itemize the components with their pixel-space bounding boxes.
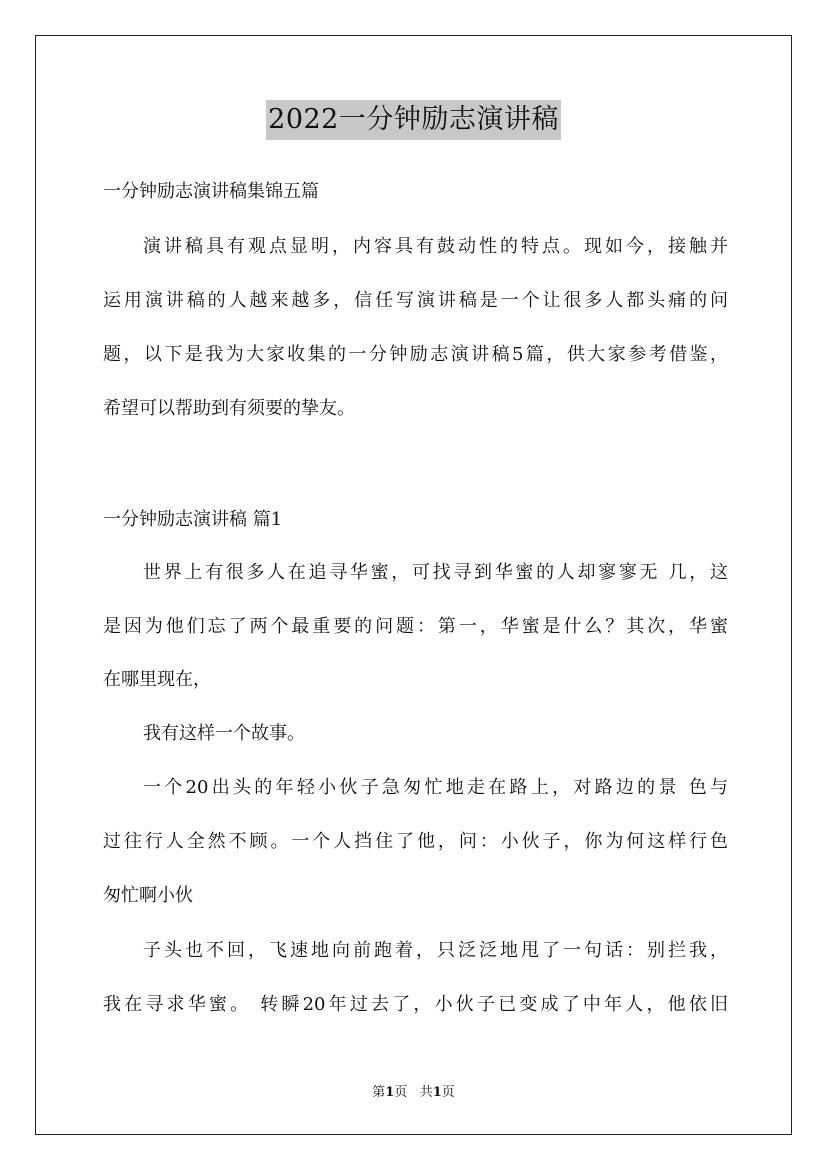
page-footer (0, 1084, 827, 1102)
intro-line-4: 希望可以帮助到有须要的挚友。 (103, 398, 355, 419)
body-line-2: 是因为他们忘了两个最重要的问题：第一，华蜜是什么？其次，华蜜 (103, 616, 728, 637)
body-line-1: 世界上有很多人在追寻华蜜，可找寻到华蜜的人却寥寥无 几，这 (143, 562, 728, 583)
footer-total-number: 1 (432, 1085, 442, 1100)
intro-line-1: 演讲稿具有观点显明，内容具有鼓动性的特点。现如今，接触并 (143, 236, 728, 257)
footer-page-prefix: 第 (372, 1085, 386, 1100)
footer-page-suffix: 页 (394, 1085, 408, 1100)
section-heading: 一分钟励志演讲稿 篇1 (103, 509, 283, 530)
body-line-4: 我有这样一个故事。 (143, 723, 305, 744)
footer-page-number: 1 (385, 1085, 395, 1100)
body-line-8: 子头也不回，飞速地向前跑着，只泛泛地甩了一句话：别拦我， (143, 940, 728, 961)
body-line-3: 在哪里现在， (103, 669, 211, 690)
body-line-7: 匆忙啊小伙 (103, 885, 193, 906)
title-container (0, 100, 827, 140)
body-line-5: 一个20出头的年轻小伙子急匆忙地走在路上，对路边的景 色与 (143, 777, 728, 798)
intro-line-3: 题，以下是我为大家收集的一分钟励志演讲稿5篇，供大家参考借鉴， (103, 344, 728, 365)
footer-total-suffix: 页 (441, 1085, 455, 1100)
body-line-9: 我在寻求华蜜。 转瞬20年过去了，小伙子已变成了中年人，他依旧 (103, 994, 728, 1015)
document-title: 2022一分钟励志演讲稿 (266, 100, 561, 140)
intro-line-2: 运用演讲稿的人越来越多，信任写演讲稿是一个让很多人都头痛的问 (103, 290, 728, 311)
footer-total-prefix: 共 (419, 1085, 433, 1100)
body-line-6: 过往行人全然不顾。一个人挡住了他，问：小伙子，你为何这样行色 (103, 831, 728, 852)
document-subtitle: 一分钟励志演讲稿集锦五篇 (103, 181, 319, 202)
